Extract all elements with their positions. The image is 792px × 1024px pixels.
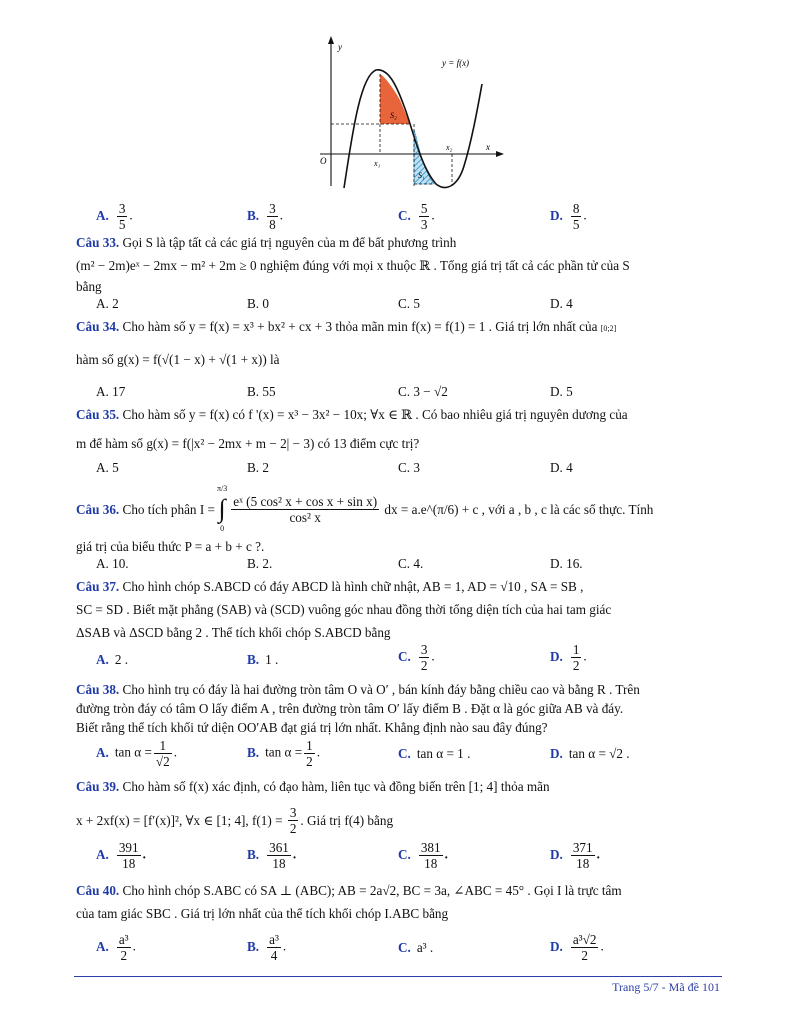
q34-option-a[interactable]: A. 17 [96,384,126,399]
q32-option-b[interactable]: B. $\frac{3}{8}$ . [247,201,283,232]
q35-option-d[interactable]: D. 4 [550,460,573,475]
q34-option-b[interactable]: B. 55 [247,384,276,399]
x2-label: x₂ [446,143,453,152]
q40-option-c[interactable]: C. a³ . [398,940,434,955]
q36-option-b[interactable]: B. 2. [247,556,273,571]
origin-label: O [320,156,327,166]
curve-label: y = f(x) [442,58,470,68]
q37-option-a[interactable]: A. 2 . [96,652,129,667]
q36-option-d[interactable]: D. 16. [550,556,583,571]
q40-option-a[interactable]: A. $\frac{\text{a³}}{2}$ . [96,932,136,963]
s2-label: S₂ [390,111,397,120]
q33-option-c[interactable]: C. 5 [398,296,420,311]
q32-option-d[interactable]: D. $\frac{8}{5}$ . [550,201,587,232]
min-domain: [0;2] [600,324,617,333]
question-39: Câu 39. Cho hàm số f(x) xác định, có đạo hàm, liên tục và đồng biến trên [1; 4] thỏa mãn x + 2xf(x) = [f′(x)]², ∀x ∈ [1; 4], f(1) = $\frac{3}{2}$ . Giá trị f(4) bằng [76,779,550,836]
q35-option-a[interactable]: A. 5 [96,460,119,475]
q35-option-c[interactable]: C. 3 [398,460,420,475]
x1-label: x₁ [374,159,381,168]
page-footer: Trang 5/7 - Mã đề 101 [612,980,720,994]
q38-option-b[interactable]: B. tan α = $\frac{1}{2}$ . [247,738,321,769]
curve-f [344,70,482,188]
q35-option-b[interactable]: B. 2 [247,460,269,475]
question-36: Câu 36. Cho tích phân I = π/3 ∫ 0 $\frac{\text{eˣ (5 cos² x + cos x + sin x)}}{\text{cos² x}}$ dx = a.e^(π/6) + c , với a , b , c là các số thực. Tính giá trị của biểu thức P = a + b + c ?. [76,484,654,554]
q37-option-d[interactable]: D. $\frac{1}{2}$ . [550,642,587,673]
q38-option-d[interactable]: D. tan α = √2 . [550,746,630,761]
q38-option-a[interactable]: A. tan α = $\frac{1}{√2}$ . [96,738,178,769]
q40-option-d[interactable]: D. $\frac{\text{a³√2}}{2}$ . [550,932,604,963]
question-33: Câu 33. Gọi S là tập tất cả các giá trị nguyên của m để bất phương trình (m² − 2m)eˣ − 2mx − m² + 2m ≥ 0 nghiệm đúng với mọi x thuộc ℝ . Tổng giá trị tất cả các phần tử của S bằng [76,235,630,294]
question-34: Câu 34. Cho hàm số y = f(x) = x³ + bx² + cx + 3 thỏa mãn min f(x) = f(1) = 1 . Giá trị lớn nhất của [0;2] hàm số g(x) = f(√(1 − x) + √(1 + x)) là [76,319,617,367]
q32-option-c[interactable]: C. $\frac{5}{3}$ . [398,201,435,232]
q37-option-b[interactable]: B. 1 . [247,652,279,667]
question-35: Câu 35. Cho hàm số y = f(x) có f '(x) = x³ − 3x² − 10x; ∀x ∈ ℝ . Có bao nhiêu giá trị nguyên dương của m để hàm số g(x) = f(|x² − 2mx + m − 2| − 3) có 13 điểm cực trị? [76,407,628,451]
q33-option-a[interactable]: A. 2 [96,296,119,311]
q39-option-c[interactable]: C. $\frac{381}{18}$ . [398,840,448,871]
function-graph [312,36,508,196]
question-38: Câu 38. Cho hình trụ có đáy là hai đường tròn tâm O và O′ , bán kính đáy bằng chiều cao và bằng R . Trên đường tròn đáy có tâm O lấy điểm A , trên đường tròn tâm O′ lấy điểm B . Đặt α là góc giữa AB và đáy. Biết rằng thể tích khối tứ diện OO′AB đạt giá trị lớn nhất. Khẳng định nào sau đây đúng? [76,682,640,735]
q33-option-d[interactable]: D. 4 [550,296,573,311]
q37-option-c[interactable]: C. $\frac{3}{2}$ . [398,642,435,673]
q32-option-a[interactable]: A. $\frac{3}{5}$ . [96,201,133,232]
footer-divider [74,976,722,977]
q40-option-b[interactable]: B. $\frac{\text{a³}}{4}$ . [247,932,287,963]
x-axis-label: x [486,142,490,152]
q39-option-d[interactable]: D. $\frac{371}{18}$ . [550,840,600,871]
q34-option-d[interactable]: D. 5 [550,384,573,399]
s1-label: S₁ [418,171,425,180]
q33-option-b[interactable]: B. 0 [247,296,269,311]
q36-option-c[interactable]: C. 4. [398,556,424,571]
y-axis-label: y [338,42,342,52]
q39-option-a[interactable]: A. $\frac{391}{18}$ . [96,840,146,871]
question-37: Câu 37. Cho hình chóp S.ABCD có đáy ABCD là hình chữ nhật, AB = 1, AD = √10 , SA = SB , SC = SD . Biết mặt phẳng (SAB) và (SCD) vuông góc nhau đồng thời tổng diện tích của hai tam giác ΔSAB và ΔSCD bằng 2 . Thể tích khối chóp S.ABCD bằng [76,579,612,640]
question-label: Câu 33. [76,235,120,250]
q38-option-c[interactable]: C. tan α = 1 . [398,746,471,761]
question-40: Câu 40. Cho hình chóp S.ABC có SA ⊥ (ABC); AB = 2a√2, BC = 3a, ∠ABC = 45° . Gọi I là trực tâm của tam giác SBC . Giá trị lớn nhất của thể tích khối chóp I.ABC bằng [76,883,622,921]
q36-option-a[interactable]: A. 10. [96,556,129,571]
q34-option-c[interactable]: C. 3 − √2 [398,384,448,399]
q39-option-b[interactable]: B. $\frac{361}{18}$ . [247,840,297,871]
